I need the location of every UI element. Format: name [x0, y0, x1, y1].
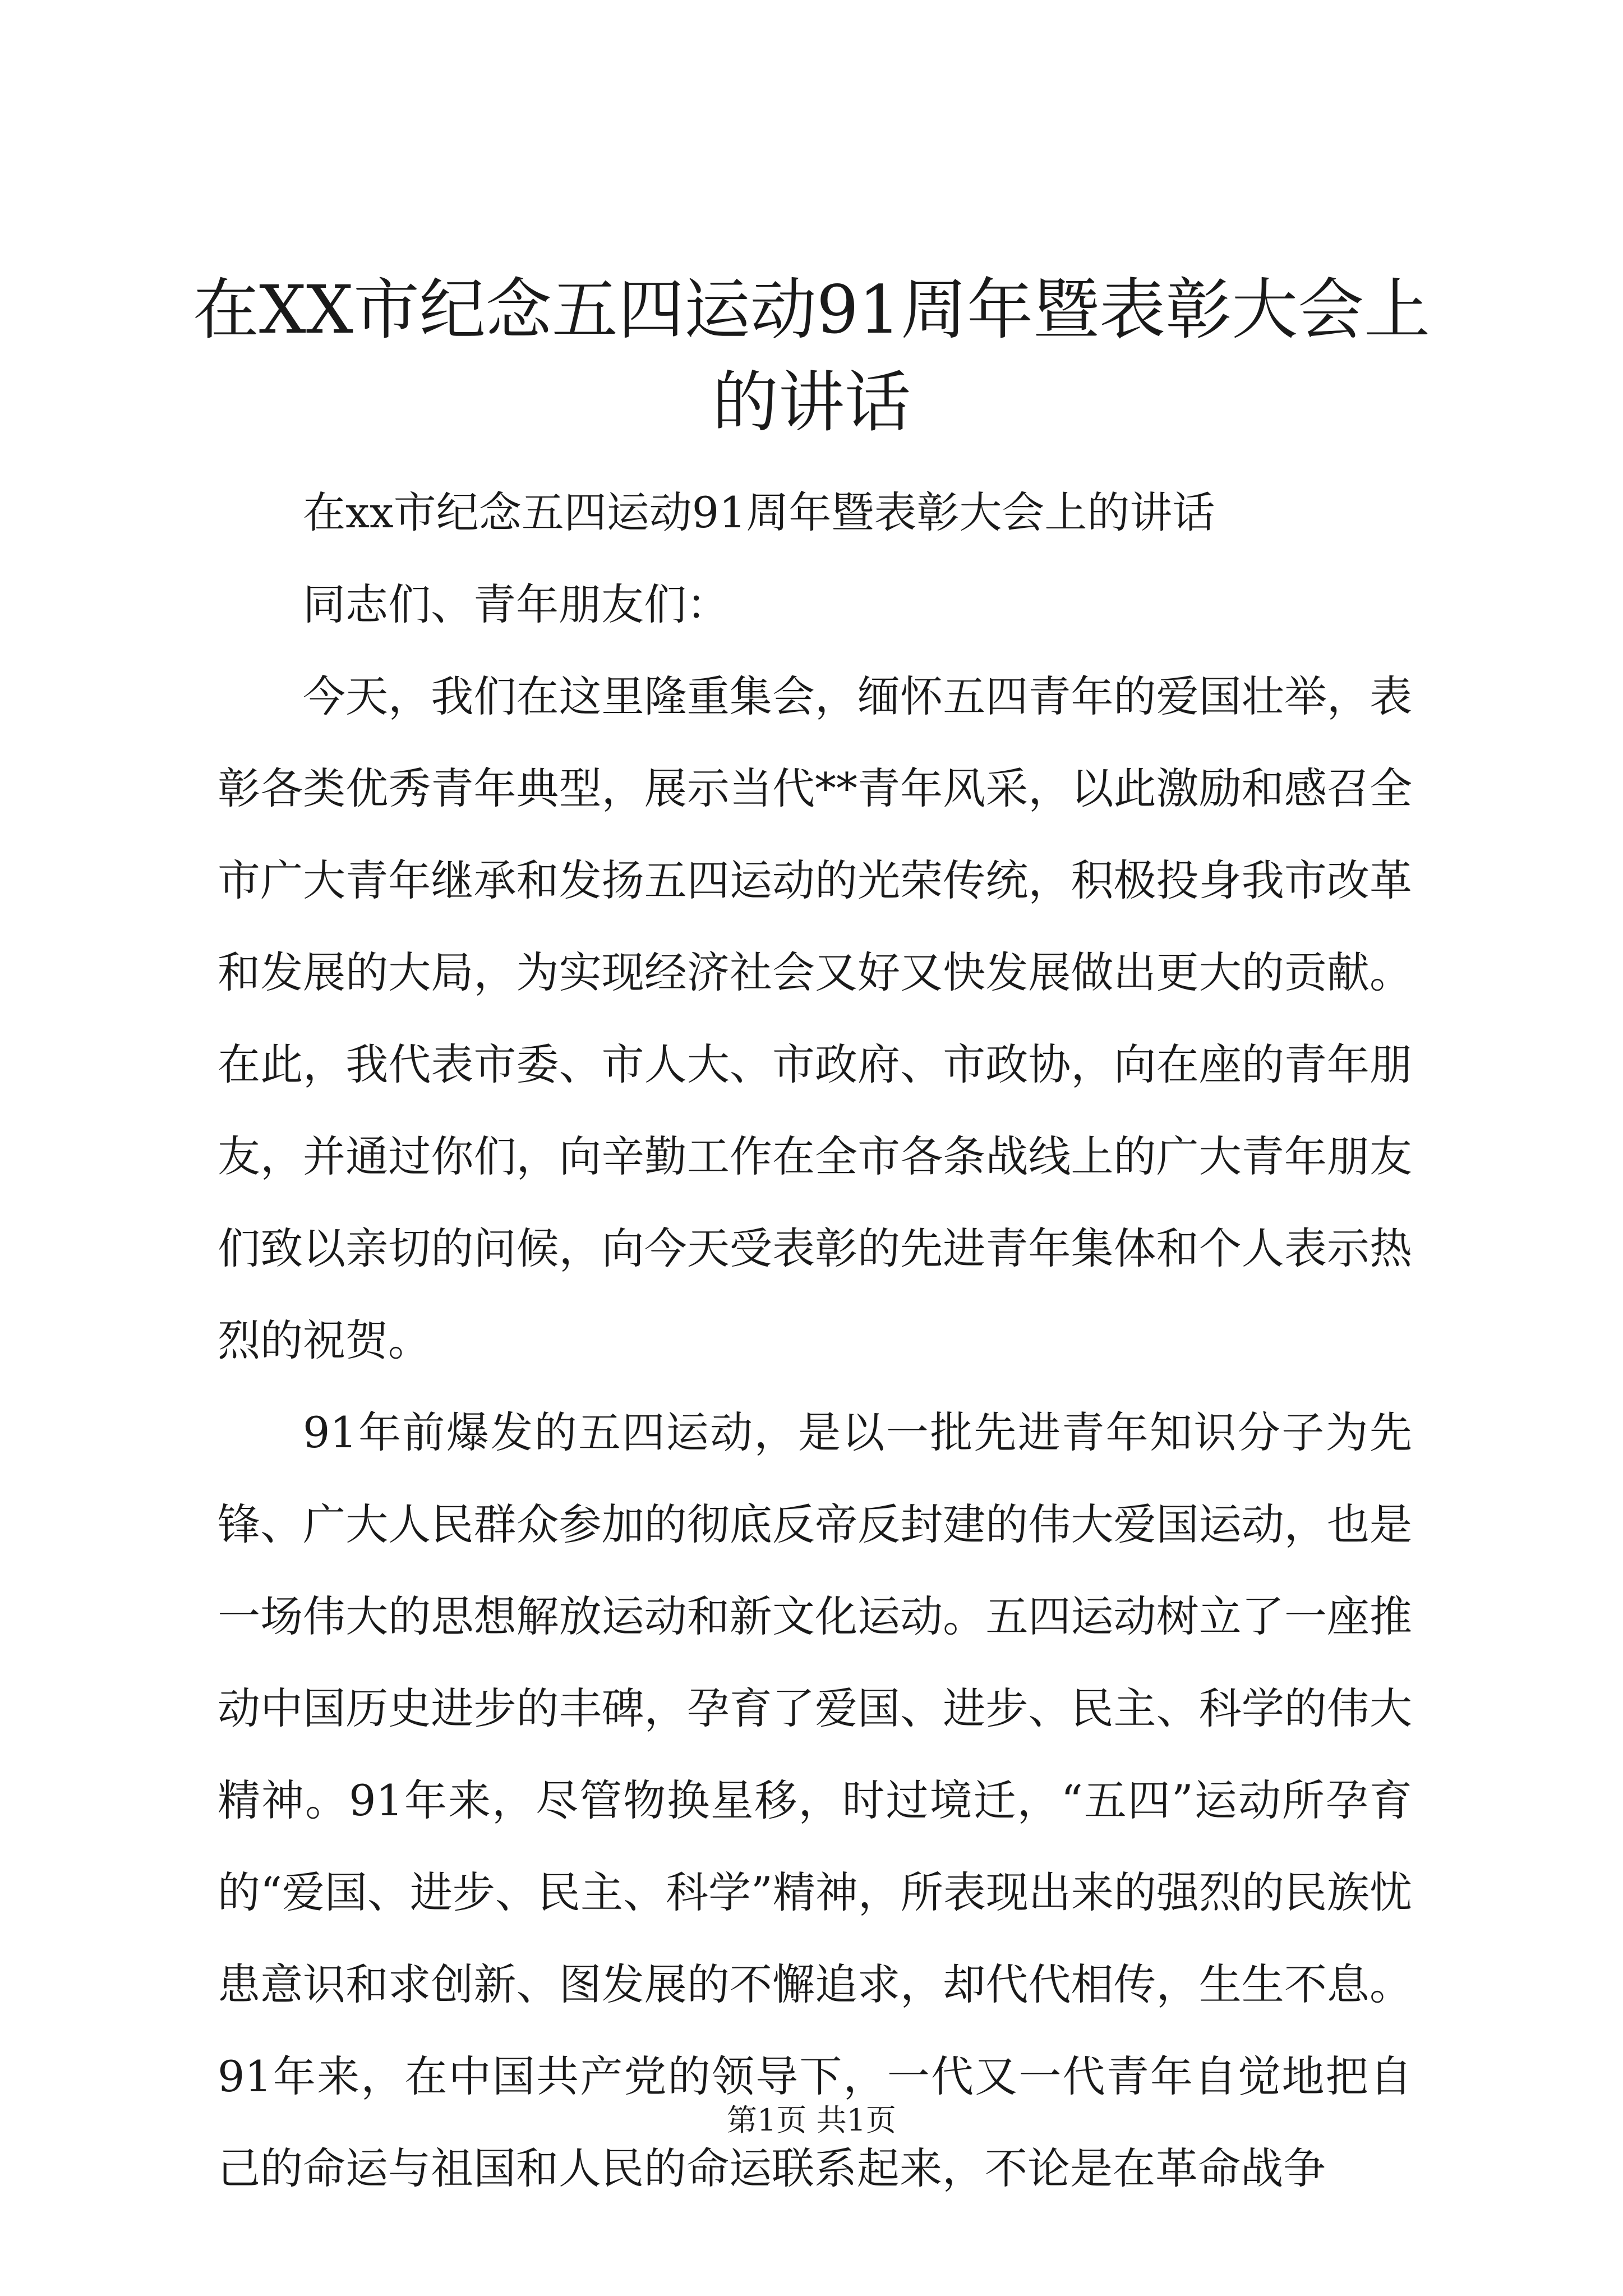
document-body — [218, 467, 1412, 2215]
paragraph-history: 91年前爆发的五四运动，是以一批先进青年知识分子为先锋、广大人民群众参加的彻底反帝反封建的伟大爱国运动，也是一场伟大的思想解放运动和新文化运动。五四运动树立了一座推动中国历史进步的丰碑，孕育了爱国、进步、民主、科学的伟大精神。91年来，尽管物换星移，时过境迁，“五四”运动所孕育的“爱国、进步、民主、科学”精神，所表现出来的强烈的民族忧患意识和求创新、图发展的不懈追求，却代代相传，生生不息。91年来，在中国共产党的领导下，一代又一代青年自觉地把自己的命运与祖国和人民的命运联系起来，不论是在革命战争 — [218, 1407, 1412, 2193]
paragraph-heading-repeat: 在xx市纪念五四运动91周年暨表彰大会上的讲话 — [303, 487, 1215, 537]
document-title: 在XX市纪念五四运动91周年暨表彰大会上的讲话 — [192, 271, 1431, 441]
paragraph-salutation: 同志们、青年朋友们： — [303, 579, 729, 629]
paragraph-opening: 今天，我们在这里隆重集会，缅怀五四青年的爱国壮举，表彰各类优秀青年典型，展示当代**青年风采，以此激励和感召全市广大青年继承和发扬五四运动的光荣传统，积极投身我市改革和发展的大局，为实现经济社会又好又快发展做出更大的贡献。在此，我代表市委、市人大、市政府、市政协，向在座的青年朋友，并通过你们，向辛勤工作在全市各条战线上的广大青年朋友们致以亲切的问候，向今天受表彰的先进青年集体和个人表示热烈的祝贺。 — [218, 671, 1412, 1365]
page-footer: 第1页 共1页 — [727, 2102, 896, 2138]
